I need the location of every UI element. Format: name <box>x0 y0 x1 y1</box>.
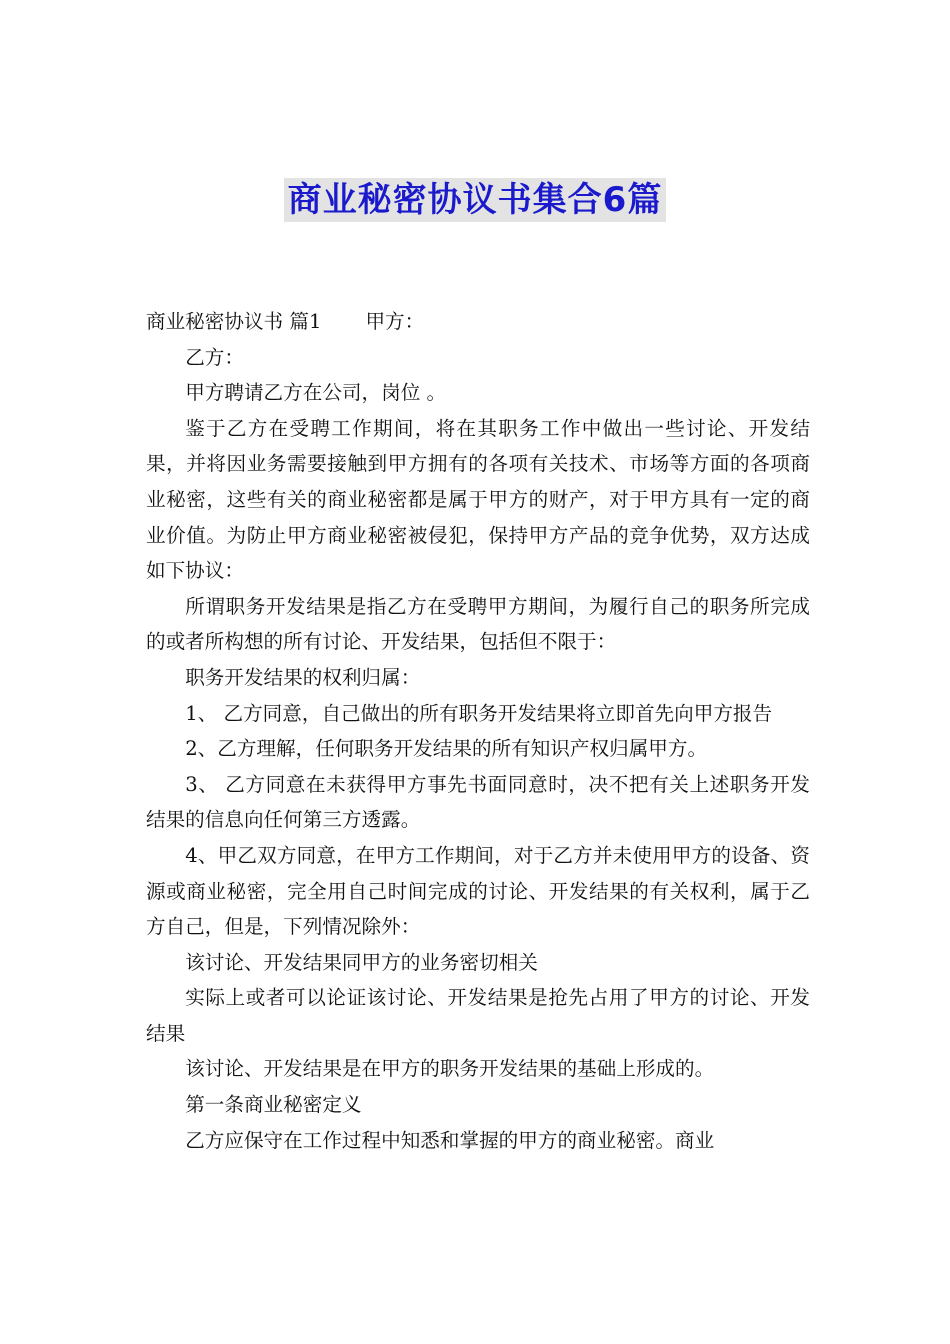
paragraph-exception-3: 该讨论、开发结果是在甲方的职务开发结果的基础上形成的。 <box>185 1057 715 1081</box>
paragraph-definition: 所谓职务开发结果是指乙方在受聘甲方期间，为履行自己的职务所完成的或者所构想的所有讨论、开发结果，包括但不限于： <box>146 594 810 654</box>
document-body <box>146 304 810 1158</box>
paragraph-article-1-title: 第一条商业秘密定义 <box>185 1093 362 1117</box>
paragraph-clause-3: 3、 乙方同意在未获得甲方事先书面同意时，决不把有关上述职务开发结果的信息向任何第三方透露。 <box>146 772 810 832</box>
section-heading: 商业秘密协议书 篇1 <box>146 310 322 333</box>
paragraph-article-1-text: 乙方应保守在工作过程中知悉和掌握的甲方的商业秘密。商业 <box>185 1128 715 1152</box>
paragraph-position: 甲方聘请乙方在公司，岗位 。 <box>185 381 447 405</box>
paragraph-exception-2: 实际上或者可以论证该讨论、开发结果是抢先占用了甲方的讨论、开发结果 <box>146 986 810 1045</box>
paragraph-clause-1: 1、 乙方同意，自己做出的所有职务开发结果将立即首先向甲方报告 <box>185 701 773 725</box>
section-heading-line <box>146 304 810 340</box>
title-container <box>0 178 950 222</box>
paragraph-exception-1: 该讨论、开发结果同甲方的业务密切相关 <box>185 950 538 974</box>
paragraph-ownership-heading: 职务开发结果的权利归属： <box>185 665 421 689</box>
paragraph-preamble: 鉴于乙方在受聘工作期间，将在其职务工作中做出一些讨论、开发结果，并将因业务需要接触到甲方拥有的各项有关技术、市场等方面的各项商业秘密，这些有关的商业秘密都是属于甲方的财产，对于甲方具有一定的商业价值。为防止甲方商业秘密被侵犯，保持甲方产品的竞争优势，双方达成如下协议： <box>146 416 810 583</box>
paragraph-clause-4: 4、甲乙双方同意，在甲方工作期间，对于乙方并未使用甲方的设备、资源或商业秘密，完全用自己时间完成的讨论、开发结果的有关权利，属于乙方自己，但是，下列情况除外： <box>146 843 810 939</box>
paragraph-party-b: 乙方： <box>185 345 244 369</box>
paragraph-clause-2: 2、乙方理解，任何职务开发结果的所有知识产权归属甲方。 <box>185 737 708 761</box>
document-title: 商业秘密协议书集合6篇 <box>284 178 667 222</box>
party-a-label: 甲方： <box>365 310 425 333</box>
